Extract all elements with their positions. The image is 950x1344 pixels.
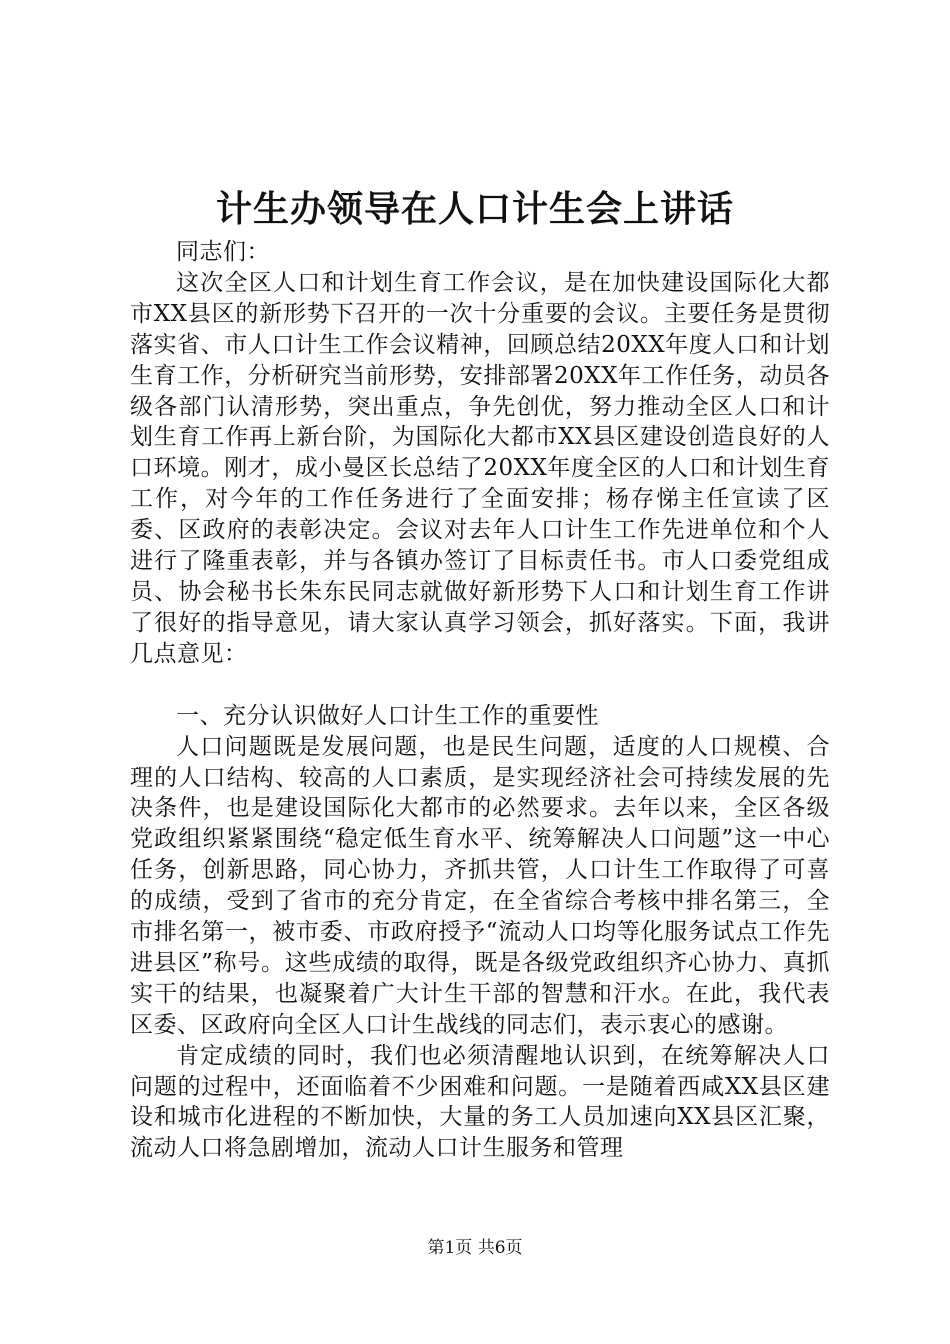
salutation: 同志们： [176, 239, 270, 265]
document-title: 计生办领导在人口计生会上讲话 [215, 189, 734, 230]
section-paragraph: 肯定成绩的同时，我们也必须清醒地认识到，在统筹解决人口问题的过程中，还面临着不少困难和问题。一是随着西咸XX县区建设和城市化进程的不断加快，大量的务工人员加速向XX县区汇聚，流动人口将急剧增加，流动人口计生服务和管理 [130, 1042, 830, 1162]
page-footer: 第1页 共6页 [427, 1238, 523, 1258]
intro-paragraph: 这次全区人口和计划生育工作会议，是在加快建设国际化大都市XX县区的新形势下召开的一次十分重要的会议。主要任务是贯彻落实省、市人口计生工作会议精神，回顾总结20XX年度人口和计划生育工作，分析研究当前形势，安排部署20XX年工作任务，动员各级各部门认清形势，突出重点，争先创优，努力推动全区人口和计划生育工作再上新台阶，为国际化大都市XX县区建设创造良好的人口环境。刚才，成小曼区长总结了20XX年度全区的人口和计划生育工作，对今年的工作任务进行了全面安排；杨存悌主任宣读了区委、区政府的表彰决定。会议对去年人口计生工作先进单位和个人进行了隆重表彰，并与各镇办签订了目标责任书。市人口委党组成员、协会秘书长朱东民同志就做好新形势下人口和计划生育工作讲了很好的指导意见，请大家认真学习领会，抓好落实。下面，我讲几点意见： [130, 269, 830, 667]
document-body [130, 237, 830, 1164]
section-heading: 一、充分认识做好人口计生工作的重要性 [176, 702, 599, 729]
paragraph-spacer [130, 670, 830, 701]
section-paragraph: 人口问题既是发展问题，也是民生问题，适度的人口规模、合理的人口结构、较高的人口素质，是实现经济社会可持续发展的先决条件，也是建设国际化大都市的必然要求。去年以来，全区各级党政组织紧紧围绕“稳定低生育水平、统筹解决人口问题”这一中心任务，创新思路，同心协力，齐抓共管，人口计生工作取得了可喜的成绩，受到了省市的充分肯定，在全省综合考核中排名第三，全市排名第一，被市委、市政府授予“流动人口均等化服务试点工作先进县区”称号。这些成绩的取得，既是各级党政组织齐心协力、真抓实干的结果，也凝聚着广大计生干部的智慧和汗水。在此，我代表区委、区政府向全区人口计生战线的同志们，表示衷心的感谢。 [130, 733, 830, 1038]
